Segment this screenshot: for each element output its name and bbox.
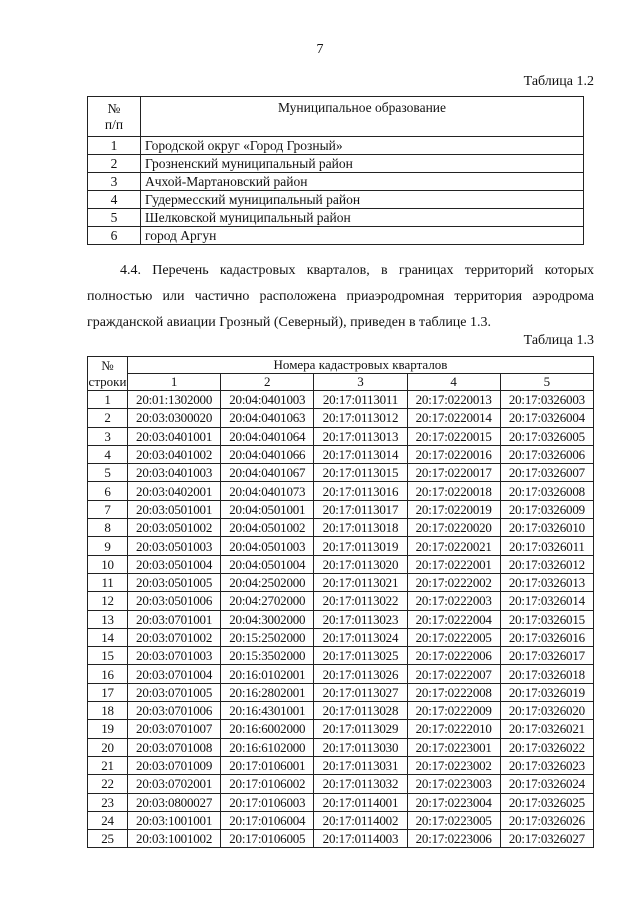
table-row bbox=[88, 683, 594, 701]
row-index-cell: 18 bbox=[88, 702, 128, 720]
cadastral-number-cell: 20:03:0501004 bbox=[128, 555, 221, 573]
cadastral-number-cell: 20:03:0701006 bbox=[128, 702, 221, 720]
table-row bbox=[88, 720, 594, 738]
cadastral-number-cell: 20:17:0326024 bbox=[500, 775, 593, 793]
cadastral-number-cell: 20:17:0326010 bbox=[500, 519, 593, 537]
cadastral-number-cell: 20:17:0113015 bbox=[314, 464, 407, 482]
cadastral-number-cell: 20:16:6002000 bbox=[221, 720, 314, 738]
row-index-cell: 6 bbox=[88, 482, 128, 500]
cadastral-number-cell: 20:17:0113016 bbox=[314, 482, 407, 500]
cadastral-number-cell: 20:17:0220017 bbox=[407, 464, 500, 482]
table-row bbox=[88, 500, 594, 518]
cadastral-number-cell: 20:17:0113031 bbox=[314, 756, 407, 774]
municipality-name-cell: Ачхой-Мартановский район bbox=[141, 173, 584, 191]
cadastral-number-cell: 20:17:0222006 bbox=[407, 647, 500, 665]
cadastral-number-cell: 20:17:0113019 bbox=[314, 537, 407, 555]
cadastral-number-cell: 20:17:0113029 bbox=[314, 720, 407, 738]
cadastral-number-cell: 20:04:0401063 bbox=[221, 409, 314, 427]
row-index-cell: 7 bbox=[88, 500, 128, 518]
cadastral-number-cell: 20:17:0223003 bbox=[407, 775, 500, 793]
table-row bbox=[88, 519, 594, 537]
municipal-table-body bbox=[88, 137, 584, 245]
header-num-cell bbox=[88, 97, 141, 137]
cadastral-number-cell: 20:03:0701004 bbox=[128, 665, 221, 683]
cadastral-number-cell: 20:03:0701008 bbox=[128, 738, 221, 756]
cadastral-number-cell: 20:04:0401073 bbox=[221, 482, 314, 500]
cadastral-number-cell: 20:17:0113013 bbox=[314, 427, 407, 445]
cadastral-number-cell: 20:17:0222002 bbox=[407, 573, 500, 591]
header-group-cell: Номера кадастровых кварталов bbox=[128, 357, 594, 374]
cadastral-number-cell: 20:17:0326014 bbox=[500, 592, 593, 610]
header-col-2: 2 bbox=[221, 374, 314, 391]
cadastral-number-cell: 20:17:0326015 bbox=[500, 610, 593, 628]
cadastral-number-cell: 20:17:0326012 bbox=[500, 555, 593, 573]
cadastral-table bbox=[87, 356, 594, 848]
cadastral-number-cell: 20:15:3502000 bbox=[221, 647, 314, 665]
table-row bbox=[88, 793, 594, 811]
cadastral-number-cell: 20:16:2802001 bbox=[221, 683, 314, 701]
cadastral-number-cell: 20:04:0501001 bbox=[221, 500, 314, 518]
cadastral-number-cell: 20:03:0402001 bbox=[128, 482, 221, 500]
header-idx-line1: № bbox=[101, 357, 114, 373]
cadastral-number-cell: 20:17:0113012 bbox=[314, 409, 407, 427]
cadastral-number-cell: 20:16:4301001 bbox=[221, 702, 314, 720]
cadastral-number-cell: 20:17:0114001 bbox=[314, 793, 407, 811]
cadastral-number-cell: 20:17:0326022 bbox=[500, 738, 593, 756]
cadastral-number-cell: 20:17:0220020 bbox=[407, 519, 500, 537]
header-col-3: 3 bbox=[314, 374, 407, 391]
table-row bbox=[88, 173, 584, 191]
municipality-name-cell: Городской округ «Город Грозный» bbox=[141, 137, 584, 155]
table-row bbox=[88, 464, 594, 482]
table-row bbox=[88, 137, 584, 155]
row-number-cell: 4 bbox=[88, 191, 141, 209]
table-row bbox=[88, 647, 594, 665]
cadastral-number-cell: 20:17:0326020 bbox=[500, 702, 593, 720]
cadastral-number-cell: 20:17:0326023 bbox=[500, 756, 593, 774]
cadastral-number-cell: 20:17:0222009 bbox=[407, 702, 500, 720]
cadastral-number-cell: 20:17:0222001 bbox=[407, 555, 500, 573]
cadastral-number-cell: 20:17:0113011 bbox=[314, 391, 407, 409]
header-idx-line2: строки bbox=[88, 373, 127, 389]
row-index-cell: 17 bbox=[88, 683, 128, 701]
cadastral-number-cell: 20:17:0223001 bbox=[407, 738, 500, 756]
cadastral-number-cell: 20:17:0113017 bbox=[314, 500, 407, 518]
cadastral-number-cell: 20:17:0326006 bbox=[500, 445, 593, 463]
cadastral-number-cell: 20:17:0220014 bbox=[407, 409, 500, 427]
cadastral-number-cell: 20:17:0106002 bbox=[221, 775, 314, 793]
table-1-2-caption: Таблица 1.2 bbox=[523, 74, 594, 89]
row-index-cell: 3 bbox=[88, 427, 128, 445]
cadastral-number-cell: 20:04:0401003 bbox=[221, 391, 314, 409]
table-1-3-caption: Таблица 1.3 bbox=[523, 333, 594, 348]
cadastral-number-cell: 20:17:0222003 bbox=[407, 592, 500, 610]
cadastral-number-cell: 20:17:0326007 bbox=[500, 464, 593, 482]
cadastral-number-cell: 20:17:0220018 bbox=[407, 482, 500, 500]
header-col-5: 5 bbox=[500, 374, 593, 391]
row-index-cell: 11 bbox=[88, 573, 128, 591]
cadastral-number-cell: 20:03:0701009 bbox=[128, 756, 221, 774]
cadastral-number-cell: 20:17:0326011 bbox=[500, 537, 593, 555]
table-row bbox=[88, 391, 594, 409]
cadastral-number-cell: 20:17:0326019 bbox=[500, 683, 593, 701]
cadastral-number-cell: 20:04:0401067 bbox=[221, 464, 314, 482]
cadastral-number-cell: 20:17:0326004 bbox=[500, 409, 593, 427]
row-index-cell: 20 bbox=[88, 738, 128, 756]
cadastral-number-cell: 20:17:0326017 bbox=[500, 647, 593, 665]
row-index-cell: 14 bbox=[88, 628, 128, 646]
row-index-cell: 21 bbox=[88, 756, 128, 774]
municipal-table bbox=[87, 96, 584, 245]
table-row bbox=[88, 482, 594, 500]
cadastral-number-cell: 20:17:0113014 bbox=[314, 445, 407, 463]
municipal-table-header bbox=[88, 97, 584, 137]
cadastral-table-header-row-1 bbox=[88, 357, 594, 374]
cadastral-number-cell: 20:17:0113030 bbox=[314, 738, 407, 756]
cadastral-number-cell: 20:17:0220016 bbox=[407, 445, 500, 463]
row-index-cell: 9 bbox=[88, 537, 128, 555]
header-idx-cell bbox=[88, 357, 128, 391]
row-index-cell: 8 bbox=[88, 519, 128, 537]
cadastral-number-cell: 20:03:0401003 bbox=[128, 464, 221, 482]
table-row bbox=[88, 227, 584, 245]
header-num-line1: № bbox=[107, 100, 121, 116]
cadastral-number-cell: 20:17:0220019 bbox=[407, 500, 500, 518]
table-row bbox=[88, 573, 594, 591]
cadastral-number-cell: 20:17:0223005 bbox=[407, 811, 500, 829]
cadastral-number-cell: 20:03:0501005 bbox=[128, 573, 221, 591]
row-index-cell: 16 bbox=[88, 665, 128, 683]
row-index-cell: 24 bbox=[88, 811, 128, 829]
row-index-cell: 19 bbox=[88, 720, 128, 738]
row-number-cell: 1 bbox=[88, 137, 141, 155]
cadastral-number-cell: 20:17:0113028 bbox=[314, 702, 407, 720]
cadastral-number-cell: 20:04:3002000 bbox=[221, 610, 314, 628]
cadastral-table-body bbox=[88, 391, 594, 848]
table-row bbox=[88, 537, 594, 555]
cadastral-number-cell: 20:01:1302000 bbox=[128, 391, 221, 409]
cadastral-number-cell: 20:17:0326005 bbox=[500, 427, 593, 445]
cadastral-number-cell: 20:03:0800027 bbox=[128, 793, 221, 811]
cadastral-number-cell: 20:03:0701007 bbox=[128, 720, 221, 738]
cadastral-number-cell: 20:17:0222004 bbox=[407, 610, 500, 628]
table-row bbox=[88, 155, 584, 173]
table-row bbox=[88, 610, 594, 628]
body-paragraph: 4.4. Перечень кадастровых кварталов, в границах территорий которых полностью или частично расположена приаэродромная территория аэродрома гражданской авиации Грозный (Северный), приведен в таблице 1.3. bbox=[87, 263, 594, 330]
cadastral-number-cell: 20:17:0326008 bbox=[500, 482, 593, 500]
cadastral-number-cell: 20:17:0326018 bbox=[500, 665, 593, 683]
cadastral-number-cell: 20:03:0701002 bbox=[128, 628, 221, 646]
table-row bbox=[88, 628, 594, 646]
cadastral-number-cell: 20:03:0501002 bbox=[128, 519, 221, 537]
cadastral-number-cell: 20:15:2502000 bbox=[221, 628, 314, 646]
cadastral-number-cell: 20:03:1001002 bbox=[128, 830, 221, 848]
cadastral-number-cell: 20:17:0113021 bbox=[314, 573, 407, 591]
cadastral-number-cell: 20:17:0326003 bbox=[500, 391, 593, 409]
cadastral-number-cell: 20:17:0113026 bbox=[314, 665, 407, 683]
cadastral-number-cell: 20:17:0326013 bbox=[500, 573, 593, 591]
cadastral-table-header-row-2 bbox=[88, 374, 594, 391]
cadastral-number-cell: 20:17:0106003 bbox=[221, 793, 314, 811]
cadastral-number-cell: 20:17:0113020 bbox=[314, 555, 407, 573]
row-index-cell: 4 bbox=[88, 445, 128, 463]
cadastral-number-cell: 20:03:0701001 bbox=[128, 610, 221, 628]
cadastral-number-cell: 20:17:0326027 bbox=[500, 830, 593, 848]
municipality-name-cell: Грозненский муниципальный район bbox=[141, 155, 584, 173]
table-row bbox=[88, 830, 594, 848]
table-row bbox=[88, 209, 584, 227]
row-index-cell: 25 bbox=[88, 830, 128, 848]
table-row bbox=[88, 592, 594, 610]
cadastral-number-cell: 20:17:0223006 bbox=[407, 830, 500, 848]
cadastral-number-cell: 20:17:0114003 bbox=[314, 830, 407, 848]
cadastral-number-cell: 20:17:0326021 bbox=[500, 720, 593, 738]
row-index-cell: 12 bbox=[88, 592, 128, 610]
municipality-name-cell: Гудермесский муниципальный район bbox=[141, 191, 584, 209]
cadastral-number-cell: 20:03:0701003 bbox=[128, 647, 221, 665]
row-index-cell: 10 bbox=[88, 555, 128, 573]
table-row bbox=[88, 445, 594, 463]
cadastral-number-cell: 20:17:0220015 bbox=[407, 427, 500, 445]
cadastral-number-cell: 20:17:0113024 bbox=[314, 628, 407, 646]
cadastral-number-cell: 20:17:0222007 bbox=[407, 665, 500, 683]
cadastral-number-cell: 20:16:6102000 bbox=[221, 738, 314, 756]
cadastral-number-cell: 20:17:0114002 bbox=[314, 811, 407, 829]
cadastral-number-cell: 20:16:0102001 bbox=[221, 665, 314, 683]
row-index-cell: 15 bbox=[88, 647, 128, 665]
header-col-1: 1 bbox=[128, 374, 221, 391]
cadastral-number-cell: 20:17:0326016 bbox=[500, 628, 593, 646]
cadastral-number-cell: 20:04:0501003 bbox=[221, 537, 314, 555]
table-row bbox=[88, 191, 584, 209]
cadastral-number-cell: 20:03:1001001 bbox=[128, 811, 221, 829]
cadastral-number-cell: 20:17:0220013 bbox=[407, 391, 500, 409]
cadastral-number-cell: 20:17:0113025 bbox=[314, 647, 407, 665]
cadastral-number-cell: 20:03:0401002 bbox=[128, 445, 221, 463]
cadastral-number-cell: 20:04:2702000 bbox=[221, 592, 314, 610]
cadastral-number-cell: 20:03:0501001 bbox=[128, 500, 221, 518]
row-index-cell: 23 bbox=[88, 793, 128, 811]
table-row bbox=[88, 427, 594, 445]
table-row bbox=[88, 738, 594, 756]
cadastral-number-cell: 20:17:0220021 bbox=[407, 537, 500, 555]
cadastral-number-cell: 20:17:0326009 bbox=[500, 500, 593, 518]
cadastral-number-cell: 20:17:0113032 bbox=[314, 775, 407, 793]
header-name-cell: Муниципальное образование bbox=[141, 97, 584, 137]
cadastral-number-cell: 20:17:0223004 bbox=[407, 793, 500, 811]
cadastral-number-cell: 20:04:0401064 bbox=[221, 427, 314, 445]
row-number-cell: 6 bbox=[88, 227, 141, 245]
table-row bbox=[88, 409, 594, 427]
cadastral-number-cell: 20:17:0113023 bbox=[314, 610, 407, 628]
header-num-line2: п/п bbox=[104, 116, 124, 132]
cadastral-number-cell: 20:03:0701005 bbox=[128, 683, 221, 701]
cadastral-number-cell: 20:03:0501003 bbox=[128, 537, 221, 555]
cadastral-number-cell: 20:04:0501002 bbox=[221, 519, 314, 537]
cadastral-number-cell: 20:03:0702001 bbox=[128, 775, 221, 793]
cadastral-number-cell: 20:04:2502000 bbox=[221, 573, 314, 591]
row-number-cell: 5 bbox=[88, 209, 141, 227]
cadastral-number-cell: 20:17:0113018 bbox=[314, 519, 407, 537]
cadastral-number-cell: 20:17:0222010 bbox=[407, 720, 500, 738]
table-row bbox=[88, 811, 594, 829]
cadastral-number-cell: 20:03:0300020 bbox=[128, 409, 221, 427]
row-index-cell: 1 bbox=[88, 391, 128, 409]
municipality-name-cell: город Аргун bbox=[141, 227, 584, 245]
row-index-cell: 13 bbox=[88, 610, 128, 628]
cadastral-number-cell: 20:17:0222008 bbox=[407, 683, 500, 701]
cadastral-number-cell: 20:17:0113022 bbox=[314, 592, 407, 610]
cadastral-number-cell: 20:17:0326026 bbox=[500, 811, 593, 829]
cadastral-number-cell: 20:17:0106004 bbox=[221, 811, 314, 829]
row-number-cell: 2 bbox=[88, 155, 141, 173]
cadastral-number-cell: 20:04:0501004 bbox=[221, 555, 314, 573]
row-number-cell: 3 bbox=[88, 173, 141, 191]
table-row bbox=[88, 555, 594, 573]
row-index-cell: 5 bbox=[88, 464, 128, 482]
cadastral-number-cell: 20:04:0401066 bbox=[221, 445, 314, 463]
cadastral-number-cell: 20:03:0401001 bbox=[128, 427, 221, 445]
cadastral-number-cell: 20:17:0106005 bbox=[221, 830, 314, 848]
municipality-name-cell: Шелковской муниципальный район bbox=[141, 209, 584, 227]
cadastral-number-cell: 20:17:0113027 bbox=[314, 683, 407, 701]
row-index-cell: 22 bbox=[88, 775, 128, 793]
cadastral-number-cell: 20:03:0501006 bbox=[128, 592, 221, 610]
cadastral-number-cell: 20:17:0222005 bbox=[407, 628, 500, 646]
cadastral-number-cell: 20:17:0326025 bbox=[500, 793, 593, 811]
row-index-cell: 2 bbox=[88, 409, 128, 427]
cadastral-number-cell: 20:17:0223002 bbox=[407, 756, 500, 774]
table-row bbox=[88, 702, 594, 720]
cadastral-number-cell: 20:17:0106001 bbox=[221, 756, 314, 774]
header-col-4: 4 bbox=[407, 374, 500, 391]
table-row bbox=[88, 665, 594, 683]
page-number: 7 bbox=[316, 42, 324, 57]
table-row bbox=[88, 775, 594, 793]
table-row bbox=[88, 756, 594, 774]
